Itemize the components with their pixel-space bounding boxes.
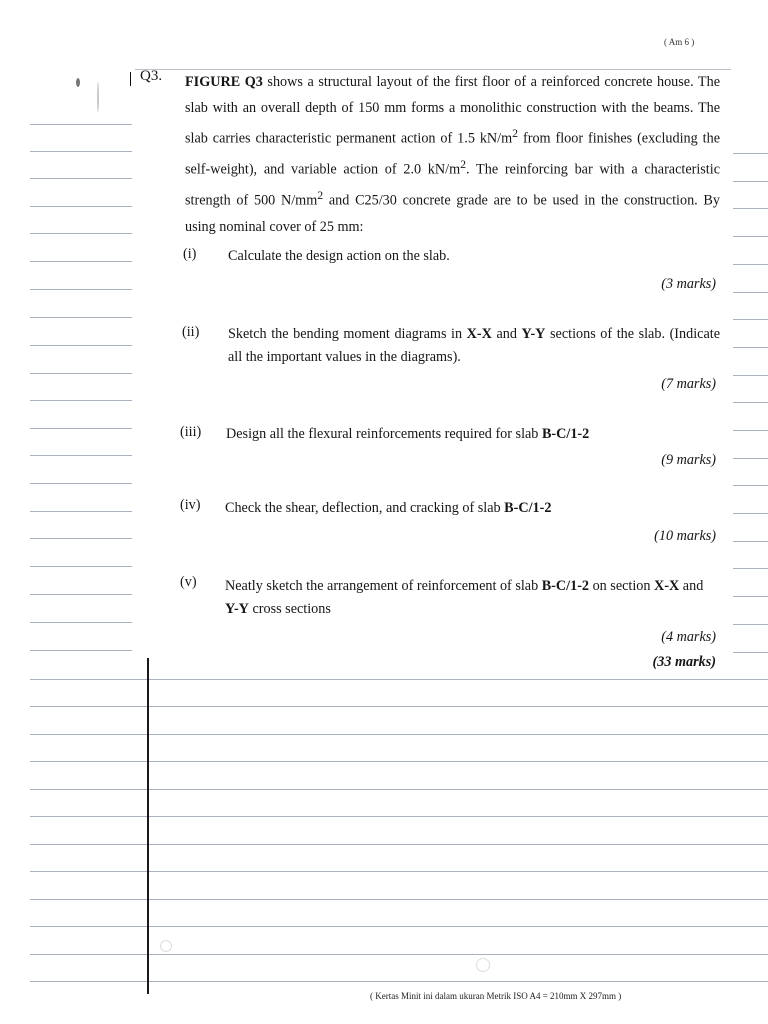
superscript: 2 <box>460 157 467 172</box>
part-text-segment: Neatly sketch the arrangement of reinforcement of slab <box>225 578 542 594</box>
slab-label: B-C/1-2 <box>541 426 590 442</box>
part-text-segment: sections of the slab. (Indicate all the important values in the diagrams). <box>228 326 720 365</box>
intro-text: shows a structural layout of the first floor of a reinforced concrete house. The slab with an overall depth of 150 mm forms a monolithic construction with the beams. The slab carries characteristic permanent action of 1.5 kN/m <box>185 74 720 147</box>
part-text-segment: Design all the flexural reinforcements required for slab <box>226 426 542 442</box>
part-text <box>228 323 720 369</box>
part-text-segment: and <box>491 326 522 342</box>
intro-text: and C25/30 concrete grade are to be used in the construction. By using nominal cover of 25 mm: <box>185 193 720 235</box>
slab-label: B-C/1-2 <box>541 578 590 594</box>
part-text-segment: Sketch the bending moment diagrams in <box>228 326 467 342</box>
question-bar <box>130 72 131 86</box>
superscript: 2 <box>317 188 324 203</box>
part-label: (iii) <box>180 424 202 440</box>
question-intro <box>185 70 720 240</box>
part-label: (v) <box>180 574 197 590</box>
intro-text: from floor finishes (excluding the self-weight), and variable action of 2.0 kN/m <box>185 130 720 178</box>
slab-label: B-C/1-2 <box>504 500 552 516</box>
part-label: (ii) <box>182 324 200 340</box>
part-text <box>225 575 717 621</box>
part-marks: (10 marks) <box>654 528 716 544</box>
part-text-segment: cross sections <box>248 601 331 617</box>
part-text: Calculate the design action on the slab. <box>228 248 450 264</box>
total-marks: (33 marks) <box>652 654 716 670</box>
part-label: (iv) <box>180 497 201 513</box>
part-marks: (3 marks) <box>661 276 716 292</box>
part-marks: (7 marks) <box>661 376 716 392</box>
section-label: Y-Y <box>225 601 249 617</box>
section-label: X-X <box>654 578 680 594</box>
part-label: (i) <box>183 246 197 262</box>
part-text-segment: on section <box>589 578 655 594</box>
part-text-segment: and <box>679 578 704 594</box>
question-number: Q3. <box>140 68 163 84</box>
part-text-segment: Check the shear, deflection, and cracking of slab <box>225 500 505 516</box>
smudge-mark <box>76 78 80 87</box>
part-text <box>226 423 718 446</box>
part-marks: (9 marks) <box>661 452 716 468</box>
part-marks: (4 marks) <box>661 629 716 645</box>
part-text <box>225 497 717 520</box>
page-reference: ( Am 6 ) <box>664 37 695 47</box>
paper-size-note: ( Kertas Minit ini dalam ukuran Metrik ISO A4 = 210mm X 297mm ) <box>370 991 622 1001</box>
margin-line <box>147 658 149 994</box>
superscript: 2 <box>512 126 519 140</box>
section-label: X-X <box>466 326 492 342</box>
section-label: Y-Y <box>521 326 546 342</box>
intro-text: . The reinforcing bar with a characteristic strength of 500 N/mm <box>185 161 720 210</box>
smudge-mark <box>476 958 490 972</box>
smudge-mark <box>160 940 172 952</box>
smudge-mark <box>97 82 99 112</box>
figure-reference: FIGURE Q3 <box>185 74 263 90</box>
